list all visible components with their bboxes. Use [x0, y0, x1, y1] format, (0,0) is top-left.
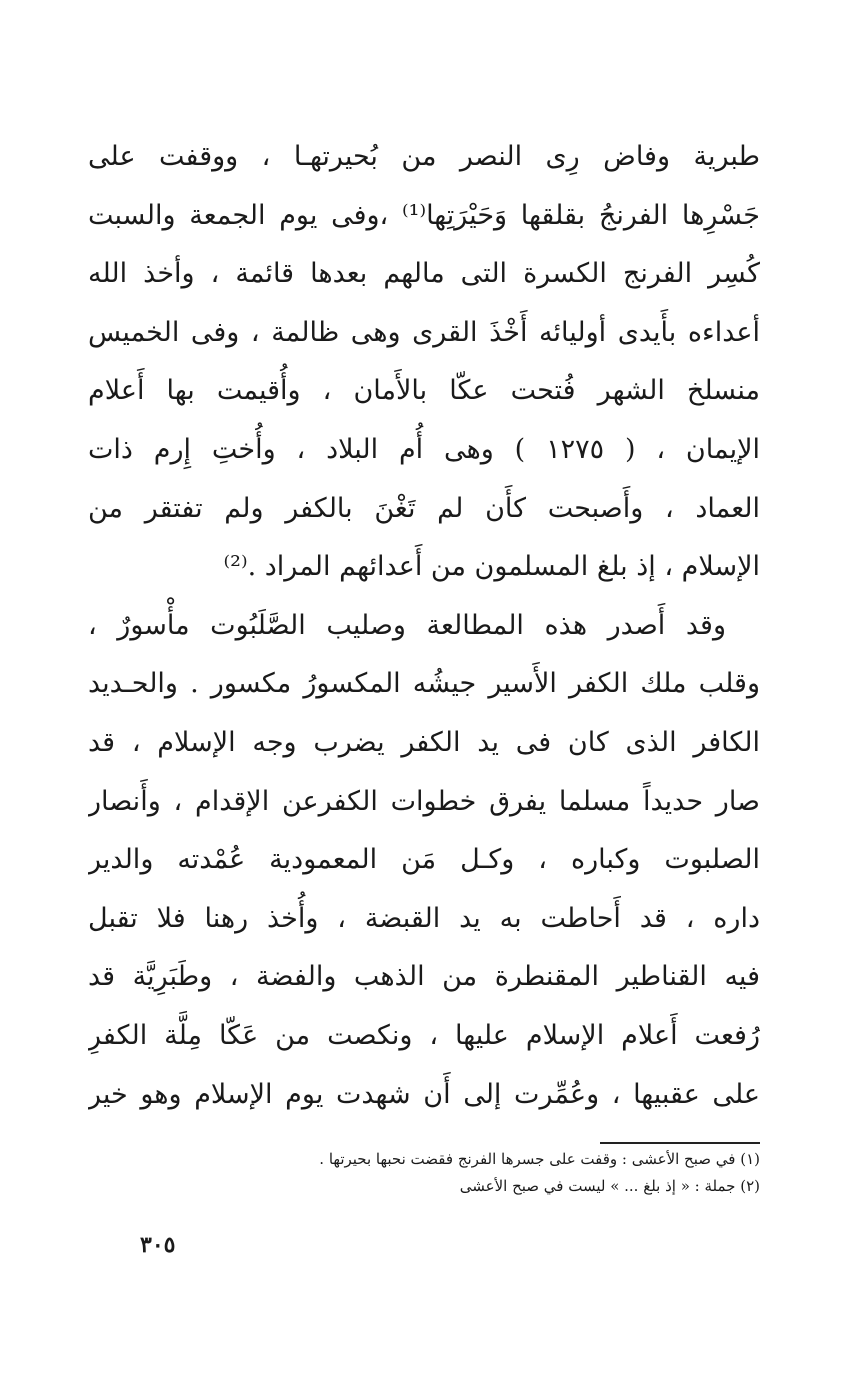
text-line-2: جَسْرِها الفرنجُ بقلقها وَحَيْرَتِها⁽¹⁾ ،وفى يوم الجمعة والسبت — [88, 199, 760, 231]
text-line-6: الإيمان ، ( ١٢٧٥ ) وهى أُم البلاد ، وأُختِ إِرم ذات — [88, 433, 760, 465]
text-line-4: أعداءه بأَيدى أوليائه أَخْذَ القرى وهى ظالمة ، وفى الخميس — [88, 316, 760, 348]
text-line-17: على عقبيها ، وعُمِّرت إلى أَن شهدت يوم الإسلام وهو خير — [88, 1078, 760, 1110]
text-line-13: الصلبوت وكباره ، وكـل مَن المعمودية عُمْدته والدير — [88, 844, 760, 876]
text-line-16: رُفعت أَعلام الإسلام عليها ، ونكصت من عَكّا مِلَّة الكفرِ — [88, 1019, 760, 1051]
text-line-14: داره ، قد أَحاطت به يد القبضة ، وأُخذ رهنا فلا تقبل — [88, 902, 760, 934]
text-line-9: وقد أَصدر هذه المطالعة وصليب الصَّلَبُوت مأْسورٌ ، — [88, 609, 726, 641]
footnote-divider — [600, 1142, 760, 1144]
text-line-15: فيه القناطير المقنطرة من الذهب والفضة ، وطَبَرِيَّة قد — [88, 961, 760, 993]
footnote-2: (٢) جملة : « إذ بلغ ... » ليست في صبح الأعشى — [459, 1177, 760, 1195]
footnote-1: (١) في صبح الأعشى : وقفت على جسرها الفرنج فقضت نحبها بحيرتها . — [319, 1150, 760, 1168]
text-line-10: وقلب ملك الكفر الأَسير جيشُه المكسورُ مكسور . والحـديد — [88, 668, 760, 700]
text-line-8: الإسلام ، إذ بلغ المسلمون من أَعدائهم المراد .⁽²⁾ — [223, 551, 760, 583]
text-line-5: منسلخ الشهر فُتحت عكّا بالأَمان ، وأُقيمت بها أَعلام — [88, 375, 760, 407]
page-number: ٣٠٥ — [140, 1232, 176, 1258]
body-text — [88, 128, 760, 1124]
text-line-1: طبرية وفاض رِى النصر من بُحيرتهـا ، ووقفت على — [88, 141, 760, 172]
text-line-3: كُسِر الفرنج الكسرة التى مالهم بعدها قائمة ، وأخذ الله — [88, 258, 760, 290]
text-line-12: صار حديداً مسلما يفرق خطوات الكفرعن الإقدام ، وأَنصار — [88, 785, 760, 817]
text-line-11: الكافر الذى كان فى يد الكفر يضرب وجه الإسلام ، قد — [88, 726, 760, 758]
footnotes — [200, 1146, 760, 1200]
text-line-7: العماد ، وأَصبحت كأَن لم تَغْنَ بالكفر ولم تفتقر من — [88, 492, 760, 524]
